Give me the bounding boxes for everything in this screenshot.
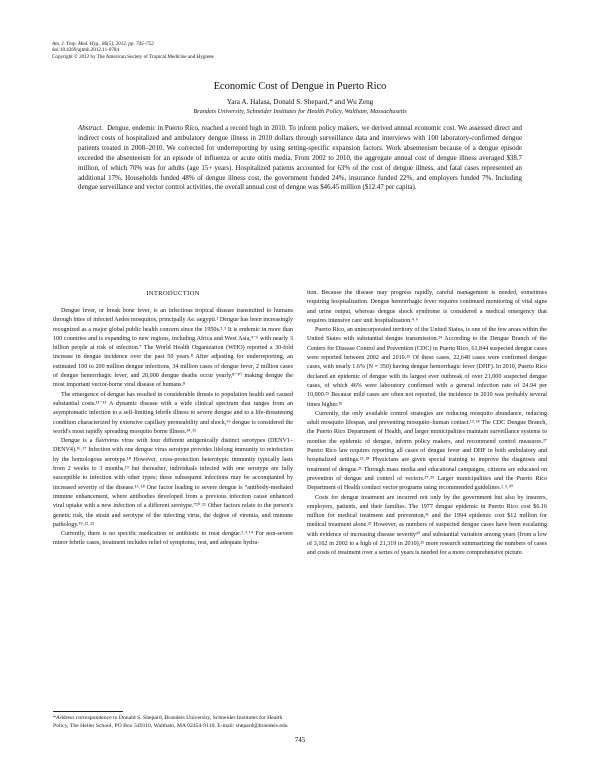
journal-doi: doi:10.4269/ajtmh.2012.11-0784 bbox=[52, 47, 120, 54]
author-affiliation: Brandeis University, Schneider Institutes for Health Policy, Waltham, Massachusetts bbox=[193, 108, 407, 115]
right-paragraph-2: Puerto Rico, an unincorporated territory of the United States, is one of the few areas within the United States with substantial dengue transmission.²⁴ According to the Dengue Branch of the Centers for Disease Control and Prevention (CDC) in Puerto Rico, 61,844 suspected dengue cases were reported between 2002 and 2010.²⁵ Of these cases, 22,648 cases were confirmed dengue cases, with nearly 1.6% (N = 350) having dengue hemorrhagic fever (DHF). In 2010, Puerto Rico declared an epidemic of dengue with its largest ever outbreak of over 21,000 suspected dengue cases, of which 46% were laboratory confirmed with a general infection rate of 24.94 per 10,000.²⁵ Because mild cases are often not reported, the incidence in 2010 was probably several times higher.²⁶ bbox=[307, 327, 547, 408]
section-heading-introduction: INTRODUCTION bbox=[146, 290, 200, 297]
abstract bbox=[78, 124, 522, 193]
right-paragraph-3: Currently, the only available control strategies are reducing mosquito abundance, reducing adult mosquito lifespan, and preventing mosquito–human contact.¹³˒¹⁴ The CDC Dengue Branch, the Puerto Rico Department of Health, and larger municipalities maintain surveillance systems to monitor the epidemic of dengue, inform policy makers, and recommend control measures.²⁷ Puerto Rico law requires reporting all cases of dengue fever and DHF in both ambulatory and hospitalized settings.²⁵˒²⁸ Physicians are given special training to improve the diagnosis and treatment of dengue.²⁶ Through mass media and educational campaigns, citizens are educated on prevention of dengue and control of vectors.²⁷˒²⁹ Larger municipalities and the Puerto Rico Department of Health conduct vector programs using recommended guidelines.¹˒³˒³⁰ bbox=[307, 410, 547, 492]
right-paragraph-4: Costs for dengue treatment are incurred not only by the government but also by insurers, employers, patients, and their families. The 1977 dengue epidemic in Puerto Rico cost $6.16 million for medical treatment and prevention,³¹ and the 1994 epidemic cost $12 million for medical treatment alone.³² However, as numbers of suspected dengue cases have been escalating with evidence of increasing disease severity³⁰ and substantial variation among years (from a low of 3,162 in 2002 to a high of 21,319 in 2010),²⁵ more research summarizing the numbers of cases and costs of treatment over a series of years is needed for a more comprehensive picture. bbox=[307, 494, 547, 557]
left-paragraph-3: Dengue is a flavivirus virus with four different antigenically distinct serotypes (DENV1–DENV4).¹⁶˒¹⁷ Infection with one dengue virus serotype provides lifelong immunity to reinfection by the homologous serotype.¹⁸ However, cross-protection heterotypic immunity typically lasts from 2 weeks to 3 months,¹⁹ but thereafter, individuals infected with one serotype are fully susceptible to infection with other types; these subsequent infections may be accompanied by increased severity of the disease.¹⁶˒¹⁸ One factor leading to severe dengue is “antibody-mediated immune enhancement, where antibodies developed from a previous infection cause enhanced viral uptake with a new infection of a different serotype.”²⁰˒²¹ Other factors relate to the person's genetic risk, the strain and serotype of the infecting virus, the degree of viremia, and immune pathology.¹⁹˒²²˒²³ bbox=[53, 438, 293, 528]
left-paragraph-2: The emergence of dengue has resulted in considerable threats to population health and caused substantial costs.¹¹⁻¹³ A dynamic disease with a wide clinical spectrum that ranges from an asymptomatic infection to a self-limiting febrile illness to severe dengue and to a life-threatening condition characterized by extensive capillary permeability and shock,⁵⁶ dengue is considered the world's most rapidly spreading mosquito borne illness.¹⁴˒¹⁵ bbox=[53, 391, 293, 435]
page-number: 745 bbox=[294, 736, 306, 744]
left-paragraph-4: Currently, there is no specific medication or antibiotic to treat dengue.¹˒³˒¹⁴ For non-severe minor febrile cases, treatment includes relief of symptoms, rest, and adequate hydra- bbox=[53, 531, 293, 547]
journal-header bbox=[52, 41, 352, 60]
abstract-text: Dengue, endemic in Puerto Rico, reached a record high in 2010. To inform policy makers, we derived annual economic cost. We assessed direct and indirect costs of hospitalized and ambulatory dengue illness in 2010 dollars through surveillance data and interviews with 100 laboratory-confirmed dengue patients treated in 2008–2010. We corrected for underreporting by using setting-specific expansion factors. Work absenteeism because of a dengue episode exceeded the absenteeism for an episode of influenza or acute otitis media. From 2002 to 2010, the aggregate annual cost of dengue illness averaged $38.7 million, of which 70% was for adults (age 15+ years). Hospitalized patients accounted for 63% of the cost of dengue illness, and fatal cases represented an additional 17%. Households funded 48% of dengue illness cost, the government funded 24%, insurance funded 22%, and employers funded 7%. Including dengue surveillance and vector control activities, the overall annual cost of dengue was $46.45 million ($12.47 per capita). bbox=[78, 125, 522, 192]
correspondence-footnote: *Address correspondence to Donald S. Shepard, Brandeis University, Schneider Institutes for Health Policy, The Heller School, PO Box 549110, Waltham, MA 02454-9110. E-mail: shepard@brandeis.edu bbox=[53, 715, 288, 729]
footnote-rule bbox=[53, 711, 123, 712]
journal-citation: Am. J. Trop. Med. Hyg., 86(5), 2012, pp. 745–752 bbox=[52, 41, 154, 47]
article-authors: Yara A. Halasa, Donald S. Shepard,* and Wu Zeng bbox=[226, 98, 374, 106]
right-paragraph-1: tion. Because the disease may progress rapidly, careful management is needed, sometimes requiring hospitalization. Dengue hemorrhagic fever requires continued monitoring of vital signs and urine output, whereas dengue shock syndrome is considered a medical emergency that requires intensive care unit hospitalization.⁴˒⁶ bbox=[307, 290, 547, 324]
abstract-label: Abstract. bbox=[78, 125, 104, 132]
left-paragraph-1: Dengue fever, or break bone fever, is an infectious tropical disease transmitted to humans through bites of infected Aedes mosquitos, principally Ae. aegypti.¹ Dengue has been increasingly recognized as a major global public health concern since the 1950s.²˒³ It is endemic in more than 100 countries and is expanding to new regions, including Africa and West Asia,⁴⁻⁶ with nearly 3 billion people at risk of infection.⁷ The World Health Organization (WHO) reported a 30-fold increase in dengue incidence over the past 50 years.⁸ After adjusting for underreporting, an estimated 100 to 200 million dengue infections, 34 million cases of dengue fever, 2 million cases of dengue hemorrhagic fever, and 20,000 dengue deaths occur yearly,⁸⁻¹⁰ making dengue the most important vector-borne viral disease of humans.⁸ bbox=[53, 308, 293, 389]
right-column bbox=[307, 289, 547, 559]
left-column bbox=[53, 289, 293, 549]
article-title: Economic Cost of Dengue in Puerto Rico bbox=[213, 81, 387, 92]
journal-copyright: Copyright © 2012 by The American Society of Tropical Medicine and Hygiene bbox=[52, 53, 214, 60]
